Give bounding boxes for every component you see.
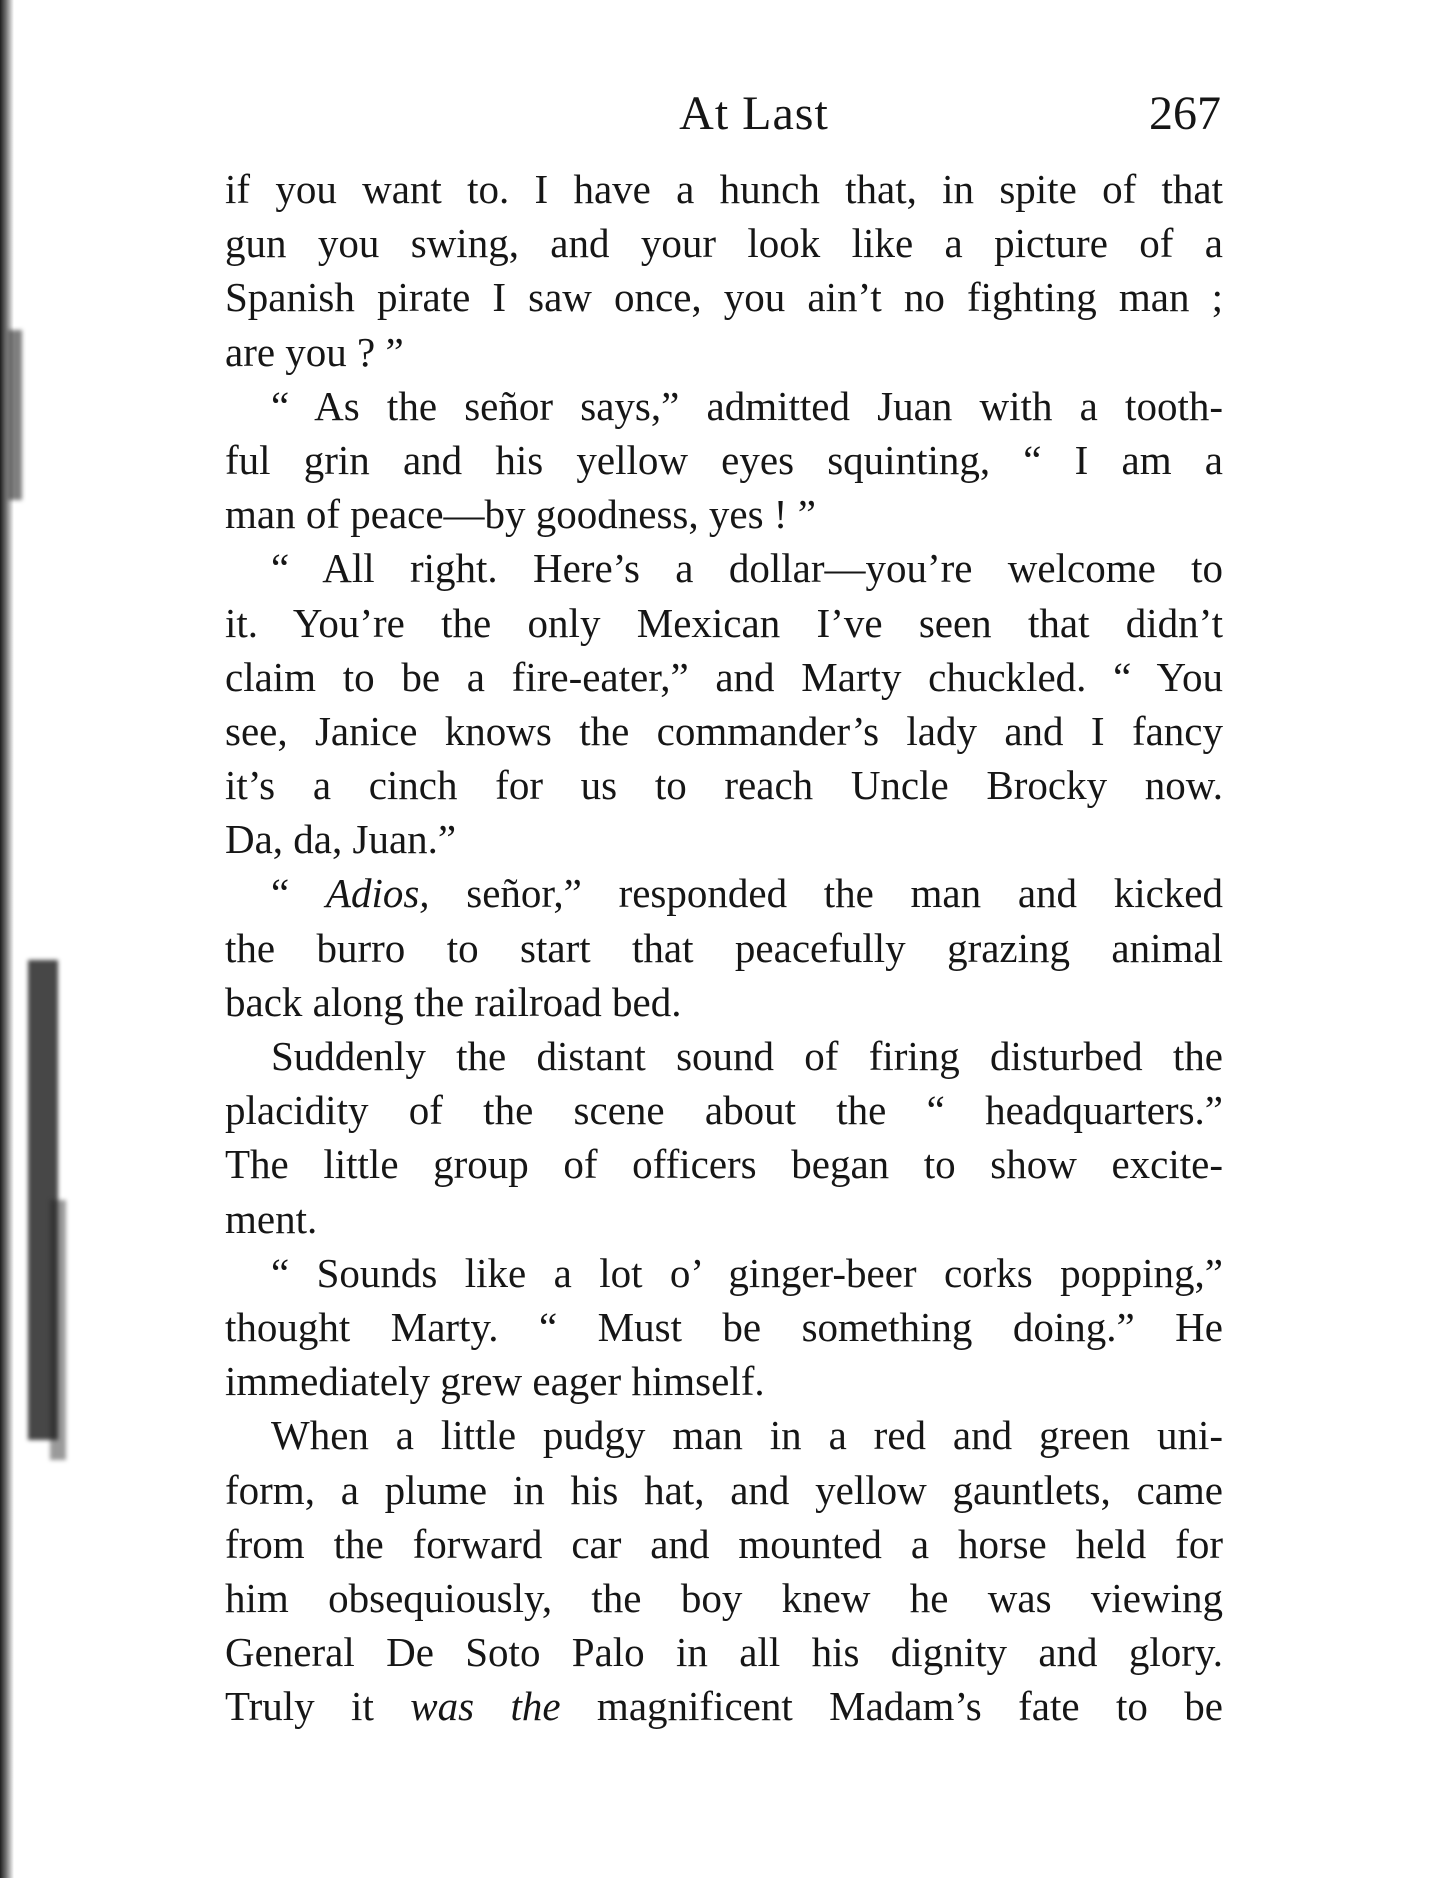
text-line [225, 216, 1223, 270]
binding-smudge [8, 330, 22, 500]
text-line [225, 812, 1223, 866]
text-segment: “ As the señor says,” admitted Juan with a tooth- [271, 382, 1223, 429]
text-segment: are you ? ” [225, 328, 404, 375]
text-line [225, 1408, 1223, 1462]
text-segment: it’s a cinch for us to reach Uncle Brocky now. [225, 762, 1223, 809]
text-line [225, 596, 1223, 650]
text-line [225, 487, 1223, 541]
text-line [225, 975, 1223, 1029]
text-line [225, 379, 1223, 433]
text-segment: Spanish pirate I saw once, you ain’t no fighting man ; [225, 274, 1223, 321]
book-binding-shadow [0, 0, 70, 1878]
text-line [225, 758, 1223, 812]
italic-text: was the [410, 1683, 561, 1730]
text-segment: if you want to. I have a hunch that, in spite of that [225, 166, 1223, 212]
text-line [225, 1137, 1223, 1191]
chapter-title: At Last [679, 87, 829, 140]
text-segment: thought Marty. “ Must be something doing.” He [225, 1303, 1223, 1350]
text-line [225, 1625, 1223, 1679]
text-line [225, 704, 1223, 758]
text-segment: from the forward car and mounted a horse held for [225, 1520, 1223, 1567]
text-segment: “ [271, 870, 326, 917]
text-segment: “ All right. Here’s a dollar—you’re welcome to [271, 545, 1223, 592]
text-segment: Da, da, Juan.” [225, 816, 457, 863]
body-text [225, 162, 1223, 1733]
text-segment: ment. [225, 1195, 318, 1242]
text-segment: see, Janice knows the commander’s lady and I fancy [225, 707, 1223, 754]
text-segment: the burro to start that peacefully grazing animal [225, 924, 1223, 971]
text-line [225, 541, 1223, 595]
text-line [225, 1192, 1223, 1246]
binding-smudge [50, 1200, 66, 1460]
text-line [225, 1517, 1223, 1571]
text-line [225, 325, 1223, 379]
book-page [225, 80, 1223, 1733]
text-line [225, 1571, 1223, 1625]
text-line [225, 1083, 1223, 1137]
text-line [225, 1029, 1223, 1083]
text-segment: señor,” responded the man and kicked [429, 870, 1224, 917]
text-line [225, 921, 1223, 975]
text-segment: Suddenly the distant sound of firing disturbed the [271, 1033, 1223, 1079]
text-line [225, 1463, 1223, 1517]
text-segment: back along the railroad bed. [225, 978, 682, 1025]
text-segment: it. You’re the only Mexican I’ve seen that didn’t [225, 599, 1223, 646]
text-segment: ful grin and his yellow eyes squinting, “ I am a [225, 436, 1223, 483]
text-line [225, 433, 1223, 487]
text-line [225, 1246, 1223, 1300]
text-segment: claim to be a fire-eater,” and Marty chuckled. “ You [225, 653, 1223, 700]
text-segment: General De Soto Palo in all his dignity and glory. [225, 1629, 1223, 1676]
running-head [225, 80, 1223, 154]
text-segment: When a little pudgy man in a red and green uni- [271, 1412, 1223, 1459]
text-segment: The little group of officers began to show excite- [225, 1141, 1223, 1188]
text-line [225, 1354, 1223, 1408]
text-line [225, 162, 1223, 216]
text-segment: form, a plume in his hat, and yellow gauntlets, came [225, 1466, 1223, 1513]
text-segment: him obsequiously, the boy knew he was viewing [225, 1574, 1223, 1621]
text-line [225, 270, 1223, 324]
text-line [225, 1300, 1223, 1354]
text-segment: immediately grew eager himself. [225, 1358, 765, 1405]
text-line [225, 650, 1223, 704]
text-line [225, 866, 1223, 920]
text-segment: magnificent Madam’s fate to be [560, 1683, 1223, 1730]
page-number: 267 [1149, 87, 1221, 140]
text-line [225, 1679, 1223, 1733]
text-segment: gun you swing, and your look like a picture of a [225, 220, 1223, 267]
italic-text: Adios, [325, 870, 430, 917]
text-segment: “ Sounds like a lot o’ ginger-beer corks popping,” [271, 1249, 1223, 1296]
text-segment: placidity of the scene about the “ headquarters.” [225, 1087, 1223, 1134]
text-segment: Truly it [225, 1683, 411, 1730]
text-segment: man of peace—by goodness, yes ! ” [225, 491, 816, 538]
